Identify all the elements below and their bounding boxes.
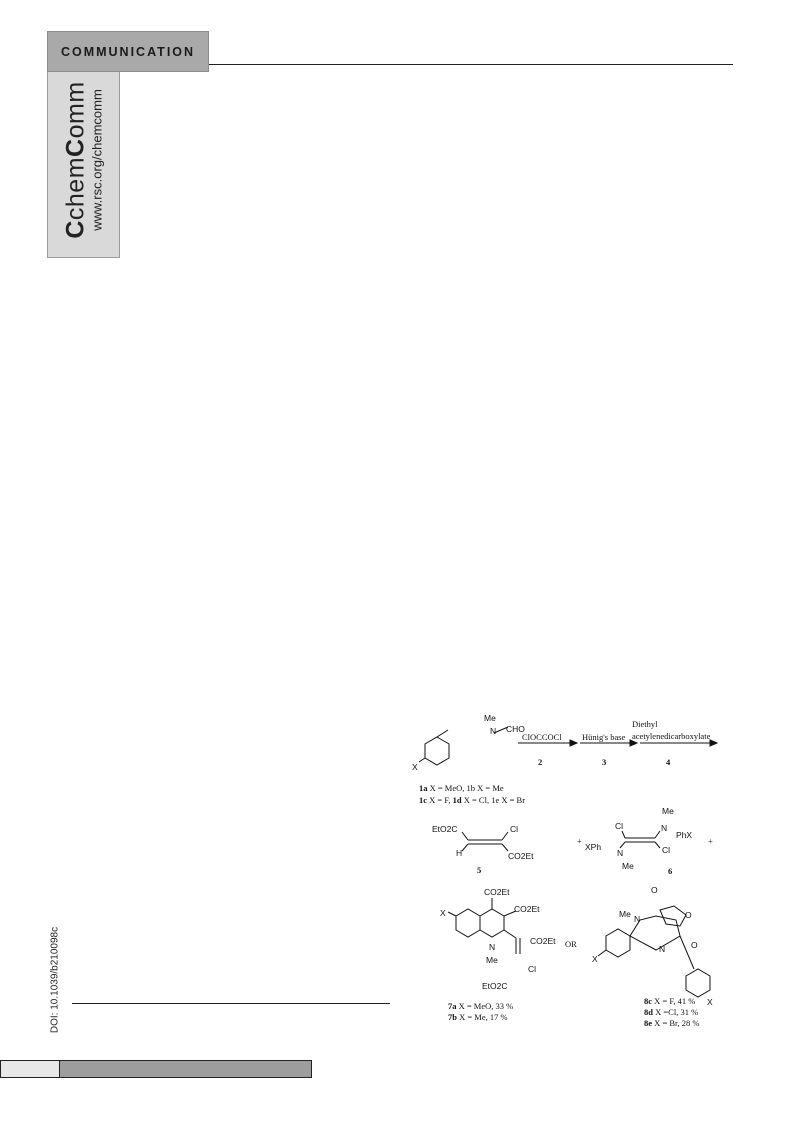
logo-chem: chem bbox=[61, 156, 90, 221]
section-tab: COMMUNICATION bbox=[47, 31, 209, 72]
journal-url[interactable]: www.rsc.org/chemcomm bbox=[89, 89, 105, 231]
c8-legend-e: 8e X = Br, 28 % bbox=[644, 1018, 700, 1028]
logo-omm: omm bbox=[61, 81, 90, 139]
plus-1: + bbox=[577, 836, 582, 846]
c8-me: Me bbox=[619, 909, 631, 919]
c7-me: Me bbox=[486, 955, 498, 965]
c7-co2et-mid: CO2Et bbox=[514, 904, 540, 914]
c7-legend-b: 7b X = Me, 17 % bbox=[448, 1012, 508, 1022]
c8-n1: N bbox=[634, 914, 641, 924]
c6-n-bot: N bbox=[617, 848, 624, 858]
c7-co2et-top: CO2Et bbox=[484, 887, 510, 897]
c8-legend-c: 8c X = F, 41 % bbox=[644, 996, 696, 1006]
c7-co2et-right: CO2Et bbox=[530, 936, 556, 946]
compound-1-legend-1: 1a X = MeO, 1b X = Me bbox=[419, 783, 504, 793]
footnote-rule bbox=[72, 1003, 390, 1004]
c7-cl: Cl bbox=[528, 964, 537, 974]
compound-7-pyridine-ring bbox=[480, 909, 504, 937]
c8-legend-d: 8d X =Cl, 31 % bbox=[644, 1007, 699, 1017]
c8-o1: O bbox=[651, 885, 658, 895]
start-cho: CHO bbox=[506, 724, 525, 734]
c5-eto2c: EtO2C bbox=[432, 824, 458, 834]
compound-7-benzo-ring bbox=[456, 909, 480, 937]
or-label: OR bbox=[565, 939, 577, 949]
logo-c-bold: C bbox=[61, 220, 90, 239]
reaction-scheme bbox=[410, 710, 740, 1040]
c5-co2et: CO2Et bbox=[508, 851, 534, 861]
doi-label: DOI: 10.1039/b210098c bbox=[49, 926, 61, 1034]
c8-o2: O bbox=[685, 910, 692, 920]
c6-num: 6 bbox=[668, 866, 673, 876]
c7-eto2c: EtO2C bbox=[482, 981, 508, 991]
compound-8-anhydride-ring bbox=[660, 906, 686, 926]
reagent-3-num: 3 bbox=[602, 757, 607, 767]
reagent-4-line1: Diethyl bbox=[632, 719, 658, 729]
reagent-2: ClOCCOCl bbox=[522, 732, 562, 742]
c7-legend-a: 7a X = MeO, 33 % bbox=[448, 1001, 514, 1011]
reagent-4-line2: acetylenedicarboxylate bbox=[632, 731, 711, 741]
journal-logo bbox=[63, 81, 90, 238]
c6-phx: PhX bbox=[676, 830, 693, 840]
c6-cl-bot: Cl bbox=[662, 845, 671, 855]
c5-h: H bbox=[456, 848, 463, 858]
compound-8-benzo-ring bbox=[606, 929, 630, 957]
c7-x: X bbox=[440, 908, 446, 918]
logo-c-bold-2: C bbox=[61, 138, 90, 157]
c8-n2: N bbox=[659, 944, 666, 954]
start-n: N bbox=[490, 726, 497, 736]
c8-x1: X bbox=[592, 954, 598, 964]
c6-me-bot: Me bbox=[622, 861, 634, 871]
compound-1-ring bbox=[425, 737, 449, 765]
c8-o3: O bbox=[691, 940, 698, 950]
journal-brand-block bbox=[63, 81, 106, 238]
c6-me-top: Me bbox=[662, 806, 674, 816]
c6-cl-top: Cl bbox=[615, 821, 624, 831]
compound-8-aryl-ring bbox=[686, 969, 710, 997]
journal-side-panel bbox=[47, 72, 120, 258]
c5-cl: Cl bbox=[510, 824, 519, 834]
header-rule bbox=[209, 64, 733, 65]
plus-2: + bbox=[708, 836, 713, 846]
c6-xph: XPh bbox=[585, 842, 602, 852]
reagent-4-num: 4 bbox=[666, 757, 671, 767]
c6-n-top: N bbox=[661, 823, 668, 833]
c8-x2: X bbox=[707, 997, 713, 1007]
footer-page-box bbox=[1, 1061, 60, 1077]
start-me: Me bbox=[484, 713, 496, 723]
reagent-2-num: 2 bbox=[538, 757, 543, 767]
c5-num: 5 bbox=[477, 865, 482, 875]
compound-1-legend-2: 1c X = F, 1d X = Cl, 1e X = Br bbox=[419, 795, 526, 805]
footer-bar bbox=[0, 1060, 312, 1078]
footer-band bbox=[60, 1061, 311, 1077]
c7-n: N bbox=[489, 942, 496, 952]
start-x: X bbox=[412, 762, 418, 772]
reagent-3: Hünig's base bbox=[582, 732, 626, 742]
